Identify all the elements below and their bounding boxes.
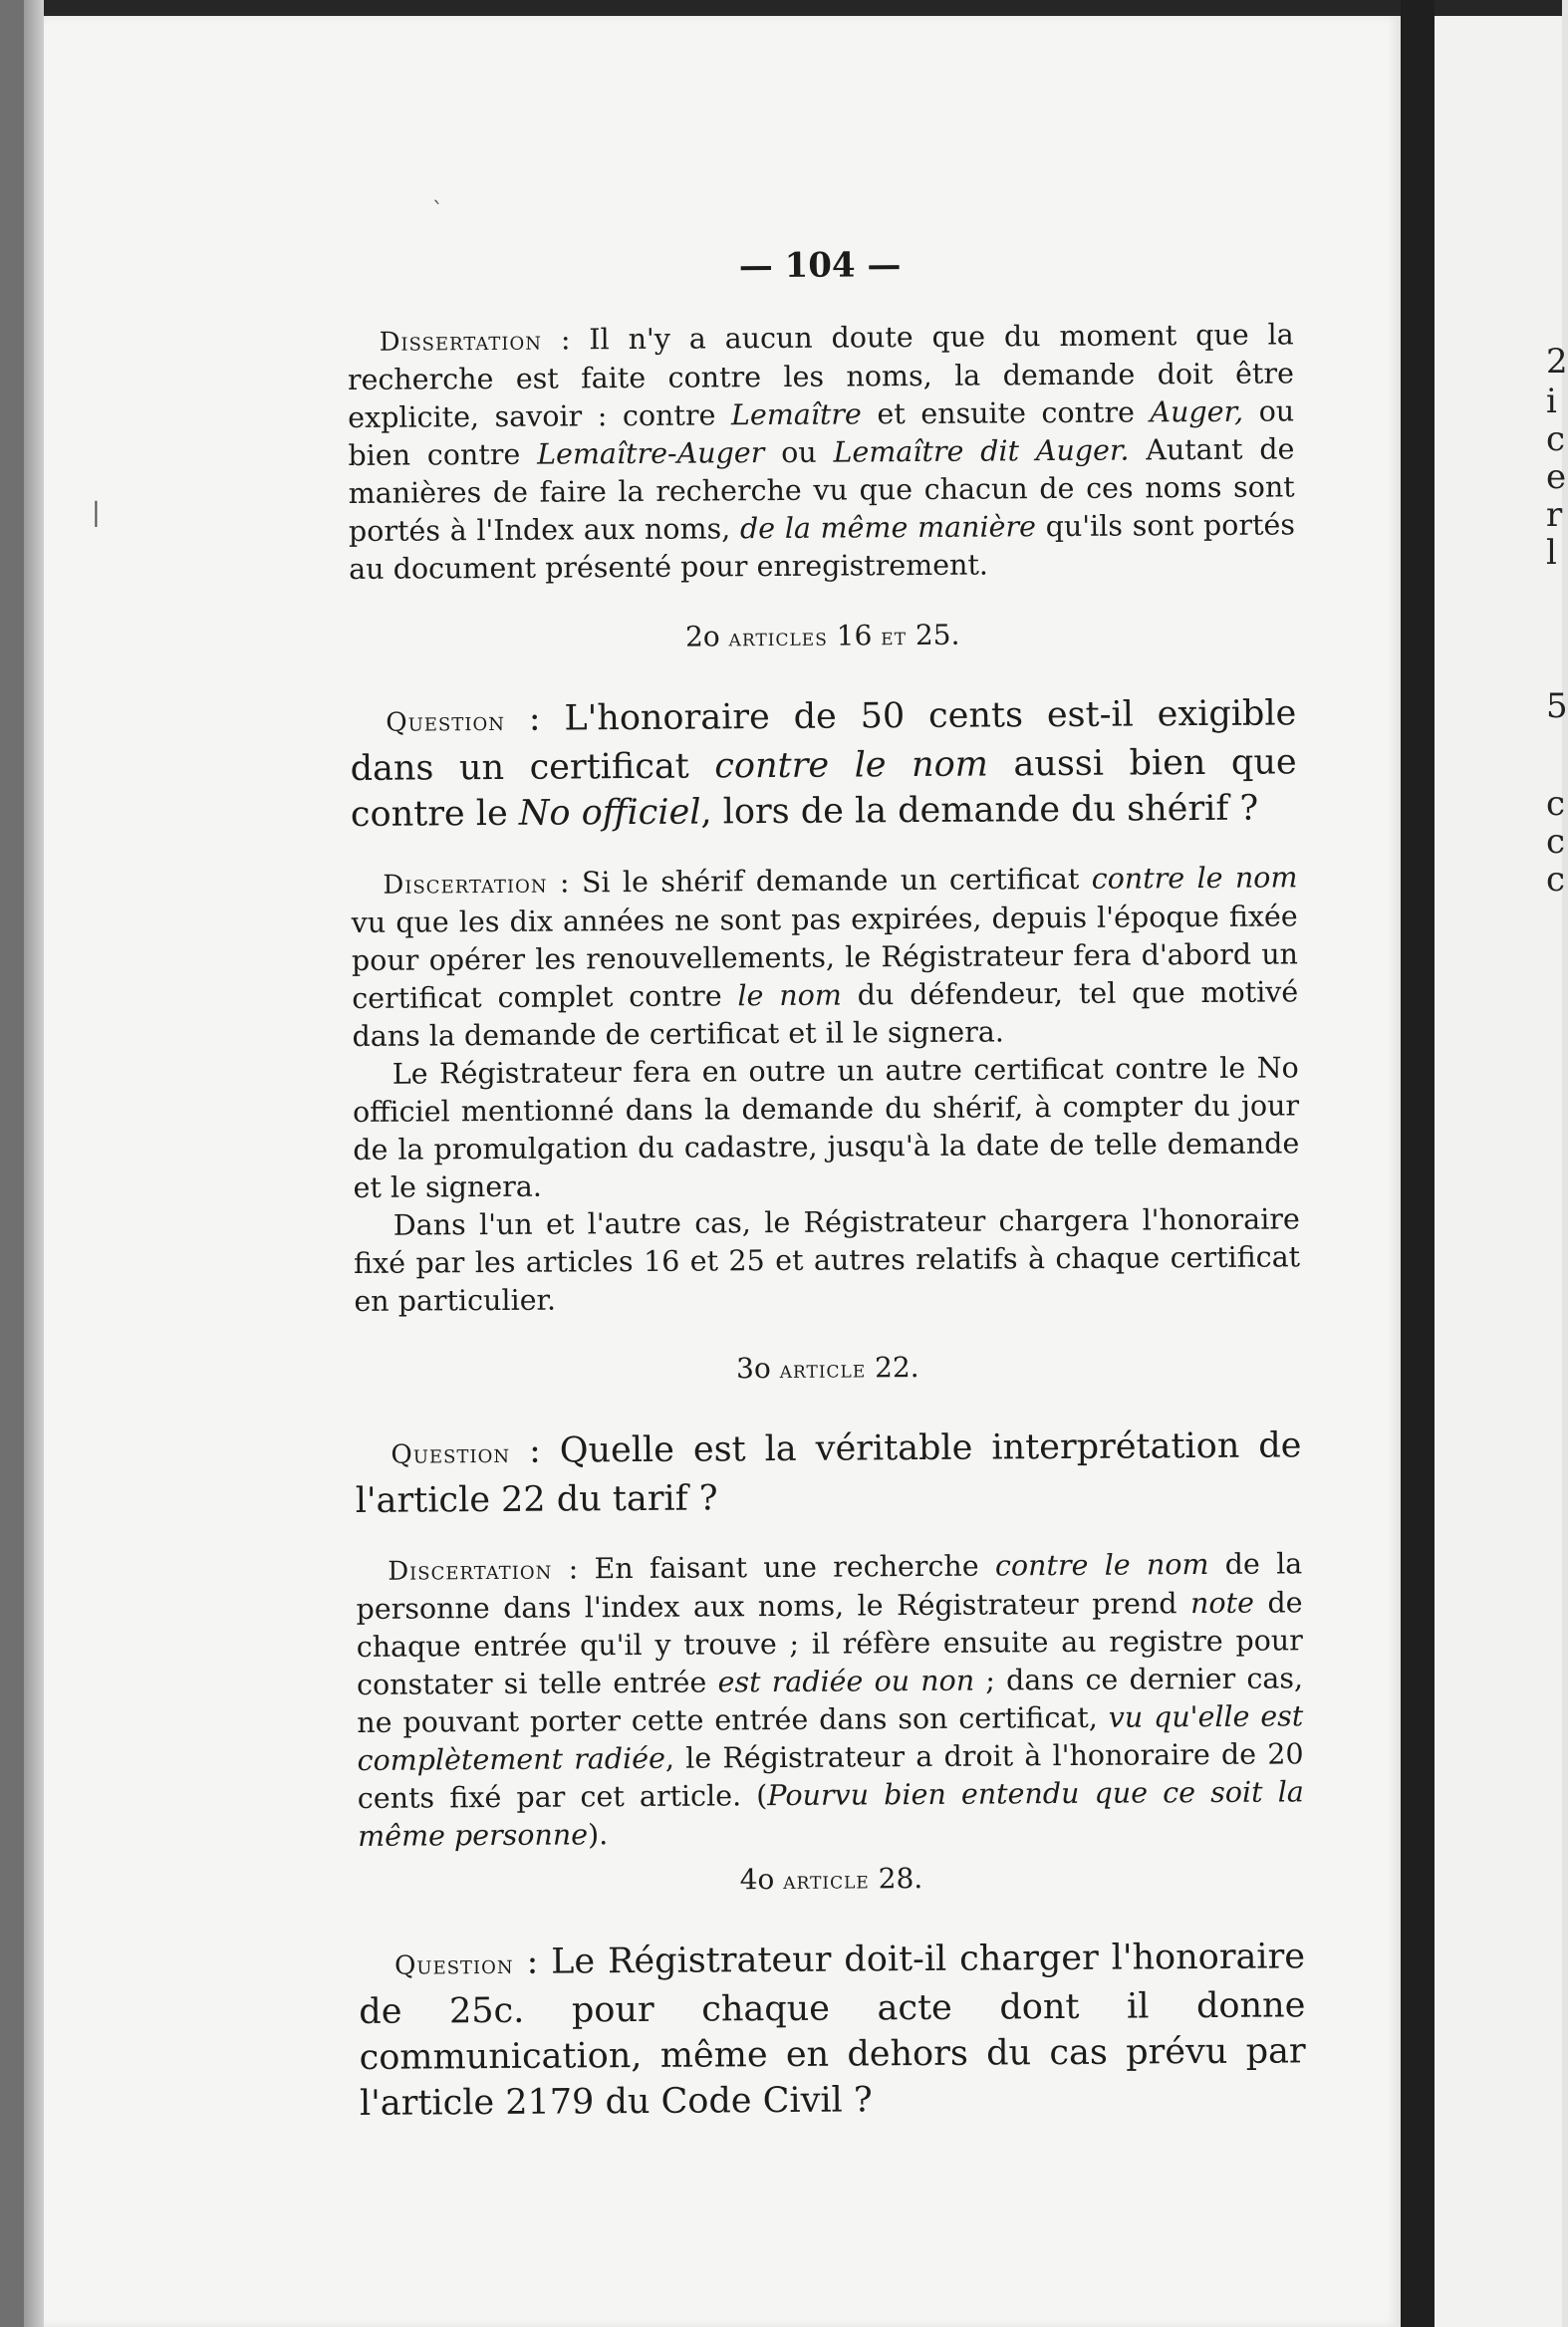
next-page-fragment: c: [1546, 784, 1566, 824]
next-page-fragment: i: [1546, 382, 1557, 421]
text-run: : Le Régistrateur doit-il charger l'honoraire de 25c. pour chaque acte dont il donne communication, même en dehors du cas prévu par l'article 2179 du Code Civil ?: [359, 1937, 1306, 2124]
text-run: : L'honoraire de 50 cents est-il exigible dans un certificat: [350, 693, 1297, 789]
italic-run: Lemaître-Auger: [537, 436, 765, 471]
next-page-fragment: r: [1546, 495, 1563, 535]
text-run: Autant de manières de faire la recherche vu que chacun de ces noms sont portés à l'Index aux noms,: [348, 432, 1295, 548]
italic-run: vu qu'elle est complètement radiée: [357, 1699, 1304, 1777]
next-page-fragment: l: [1546, 533, 1557, 573]
italic-run: contre le nom: [1091, 861, 1298, 896]
text-run: : Si le shérif demande un certificat: [547, 862, 1092, 900]
heading-article: 22.: [874, 1351, 919, 1385]
dissertation-1: [348, 316, 1296, 589]
next-page-edge: [1435, 16, 1568, 2327]
question-2: [350, 690, 1297, 838]
italic-run: de la même manière: [739, 510, 1037, 546]
italic-run: Lemaître dit Auger.: [833, 433, 1130, 469]
section-heading-2: [350, 616, 1296, 655]
page-text: [347, 242, 1306, 2155]
question-label: Question: [391, 1438, 511, 1470]
dissertation-label: Discertation: [383, 869, 548, 901]
text-run: qu'ils sont portés au document présenté pour enregistrement.: [349, 508, 1296, 586]
heading-article: 25.: [915, 618, 960, 652]
book-spine: [0, 0, 24, 2327]
text-run: et ensuite contre: [861, 395, 1151, 431]
dissertation-2c: Dans l'un et l'autre cas, le Régistrateur chargera l'honoraire fixé par les articles 16 et 25 et autres relatifs à chaque certificat en particulier.: [353, 1202, 1301, 1318]
heading-article: 16: [836, 619, 873, 652]
section-heading-3: [355, 1348, 1301, 1388]
dissertation-label: Dissertation: [379, 326, 543, 358]
stray-mark: `: [432, 199, 443, 224]
dissertation-2b: Le Régistrateur fera en outre un autre certificat contre le No officiel mentionné dans la demande du shérif, à compter du jour de la promulgation du cadastre, jusqu'à la date de telle demande et le signera.: [352, 1051, 1300, 1204]
next-page-fragment: c: [1546, 822, 1566, 862]
question-3: [355, 1422, 1302, 1524]
italic-run: Pourvu bien entendu que ce soit la même personne: [358, 1775, 1304, 1853]
heading-word: article: [783, 1866, 870, 1895]
text-run: , le Régistrateur a droit à l'honoraire de 20 cents fixé par cet article. (: [357, 1737, 1304, 1815]
heading-word: et: [881, 623, 908, 651]
italic-run: est radiée ou non: [717, 1664, 975, 1699]
heading-word: articles: [728, 623, 828, 652]
italic-run: No officiel: [518, 792, 701, 834]
text-run: ).: [587, 1818, 609, 1852]
stray-mark: |: [92, 498, 101, 528]
question-label: Question: [386, 706, 506, 738]
question-4: [359, 1934, 1306, 2127]
page-gutter: [1401, 0, 1435, 2327]
section-heading-4: [358, 1859, 1304, 1899]
text-run: , lors de la demande du shérif ?: [700, 788, 1259, 833]
next-page-fragment: 5: [1546, 686, 1568, 726]
next-page-fragment: e: [1546, 457, 1567, 497]
italic-run: le nom: [737, 978, 842, 1013]
heading-number: 4o: [739, 1863, 775, 1897]
text-run: : Il n'y a aucun doute que du moment que la recherche est faite contre les noms, la demande doit être explicite, savoir : contre: [347, 318, 1295, 434]
text-run: de la personne dans l'index aux noms, le Régistrateur prend: [356, 1547, 1303, 1626]
text-run: ou: [764, 435, 834, 470]
next-page-fragment: c: [1546, 860, 1566, 900]
text-run: ; dans ce dernier cas, ne pouvant porter cette entrée dans son certificat,: [357, 1662, 1304, 1739]
next-page-fragment: c: [1546, 419, 1566, 459]
page-number: — 104 —: [738, 245, 902, 287]
heading-number: 3o: [735, 1352, 771, 1386]
italic-run: contre le nom: [714, 744, 989, 787]
page-binding-edge: [24, 0, 44, 2327]
heading-number: 2o: [684, 620, 720, 653]
heading-article: 28.: [878, 1862, 923, 1896]
italic-run: contre le nom: [994, 1547, 1209, 1583]
text-run: vu que les dix années ne sont pas expirées, depuis l'époque fixée pour opérer les renouvellements, le Régistrateur fera d'abord un certificat complet contre: [351, 900, 1299, 1015]
question-label: Question: [393, 1949, 514, 1981]
text-run: de chaque entrée qu'il y trouve ; il réfère ensuite au registre pour constater si telle entrée: [356, 1586, 1303, 1701]
text-run: : En faisant une recherche: [552, 1549, 996, 1586]
text-run: ou bien contre: [348, 394, 1295, 472]
text-run: du défendeur, tel que motivé dans la demande de certificat et il le signera.: [352, 975, 1299, 1053]
top-edge: [0, 0, 1562, 16]
text-run: aussi bien que contre le: [350, 742, 1297, 835]
dissertation-3: [356, 1545, 1304, 1856]
italic-run: Auger,: [1150, 394, 1244, 429]
dissertation-2a: [351, 859, 1298, 1056]
dissertation-label: Discertation: [388, 1555, 553, 1587]
text-run: : Quelle est la véritable interprétation de l'article 22 du tarif ?: [355, 1425, 1302, 1521]
italic-run: note: [1189, 1586, 1255, 1621]
next-page-fragment: 2: [1546, 342, 1568, 382]
italic-run: Lemaître: [730, 397, 862, 432]
heading-word: article: [779, 1355, 867, 1384]
